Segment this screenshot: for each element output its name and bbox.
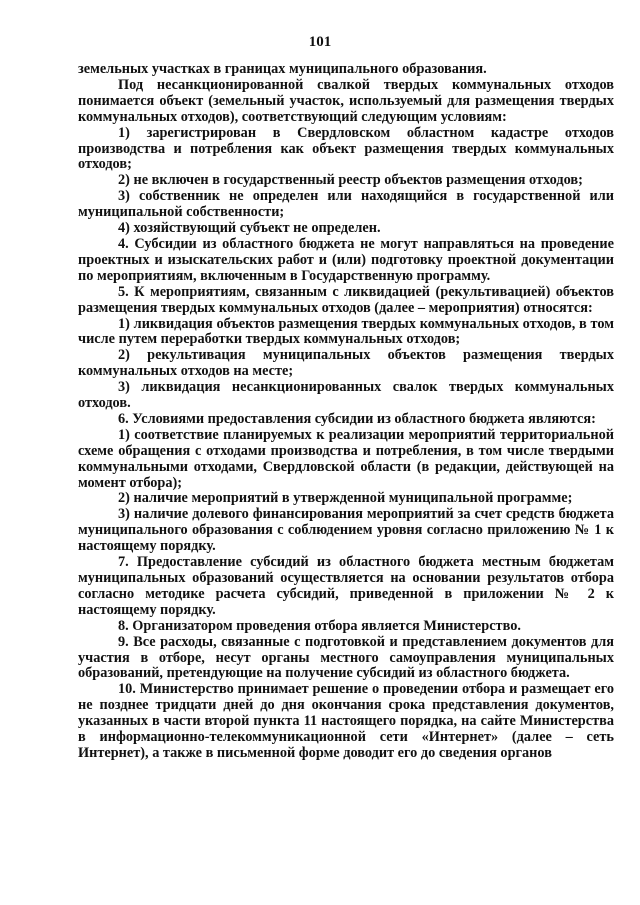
paragraph: 6. Условиями предоставления субсидии из областного бюджета являются: — [118, 410, 596, 427]
paragraph: 1) ликвидация объектов размещения твердых коммунальных отходов, в том числе путем переработки твердых коммунальных отходов; — [78, 315, 614, 348]
paragraph: 3) наличие долевого финансирования мероприятий за счет средств бюджета муниципального образования с соблюдением уровня согласно приложению № 1 к настоящему порядку. — [78, 506, 614, 555]
paragraph: 1) соответствие планируемых к реализации мероприятий территориальной схеме обращения с отходами производства и потребления, в том числе твердыми коммунальными отходами, Свердловской области (в редакции, действующей на момент отбора); — [78, 426, 614, 491]
paragraph: 1) зарегистрирован в Свердловском областном кадастре отходов производства и потребления как объект размещения твердых коммунальных отходов; — [78, 124, 614, 173]
paragraph: земельных участках в границах муниципального образования. — [78, 61, 487, 77]
paragraph: 10. Министерство принимает решение о проведении отбора и размещает его не позднее тридцати дней до дня окончания срока представления документов, указанных в части второй пункта 11 настоящего порядка, на сайте Министерства в информационно-телекоммуникационной сети «Интернет» (далее – сеть Интернет), а также в письменной форме доводит его до сведения органов — [78, 681, 614, 761]
page-number: 101 — [308, 34, 332, 50]
paragraph: 2) рекультивация муниципальных объектов размещения твердых коммунальных отходов на месте; — [78, 347, 614, 380]
paragraph: 3) ликвидация несанкционированных свалок твердых коммунальных отходов. — [78, 379, 614, 412]
paragraph: 7. Предоставление субсидий из областного бюджета местным бюджетам муниципальных образований осуществляется на основании результатов отбора согласно методике расчета субсидий, приведенной в приложении № 2 к настоящему порядку. — [78, 554, 614, 618]
paragraph: 5. К мероприятиям, связанным с ликвидацией (рекультивацией) объектов размещения твердых коммунальных отходов (далее – мероприятия) относятся: — [78, 283, 614, 316]
paragraph: 2) не включен в государственный реестр объектов размещения отходов; — [118, 172, 583, 189]
document-body — [78, 62, 614, 762]
paragraph: 8. Организатором проведения отбора является Министерство. — [118, 617, 521, 634]
paragraph: 4. Субсидии из областного бюджета не могут направляться на проведение проектных и изыскательских работ и (или) подготовку проектной документации по мероприятиям, включенным в Государственную программу. — [78, 235, 614, 284]
paragraph: 3) собственник не определен или находящийся в государственной или муниципальной собственности; — [78, 188, 614, 221]
paragraph: 4) хозяйствующий субъект не определен. — [118, 220, 381, 237]
paragraph: 2) наличие мероприятий в утвержденной муниципальной программе; — [118, 490, 573, 507]
paragraph: 9. Все расходы, связанные с подготовкой и представлением документов для участия в отборе, несут органы местного самоуправления муниципальных образований, претендующие на получение субсидий из областного бюджета. — [78, 633, 614, 682]
paragraph: Под несанкционированной свалкой твердых коммунальных отходов понимается объект (земельный участок, используемый для размещения твердых коммунальных отходов), соответствующий следующим условиям: — [78, 76, 614, 125]
